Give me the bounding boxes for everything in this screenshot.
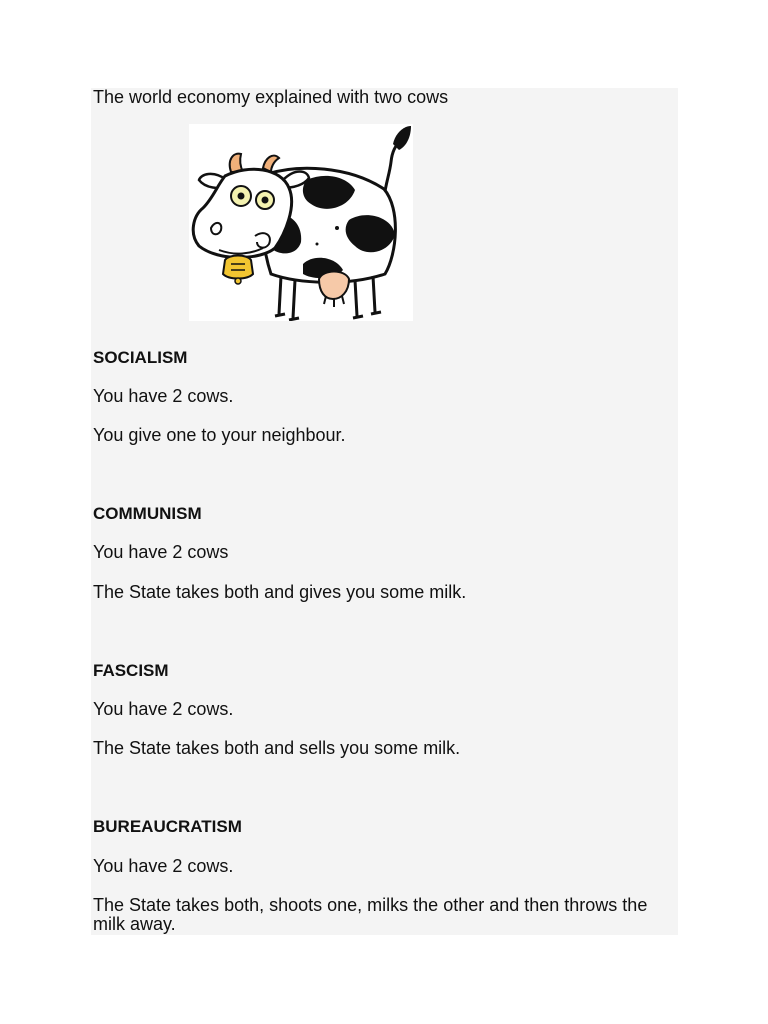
document-title: The world economy explained with two cows <box>93 87 449 107</box>
communism-line-2: The State takes both and gives you some milk. <box>93 582 467 602</box>
heading-communism: COMMUNISM <box>93 504 202 523</box>
communism-line-1: You have 2 cows <box>93 542 229 562</box>
bureaucratism-line-2: The State takes both, shoots one, milks the other and then throws the milk away. <box>93 895 648 934</box>
fascism-line-1: You have 2 cows. <box>93 699 234 719</box>
fascism-line-2: The State takes both and sells you some milk. <box>93 738 461 758</box>
heading-bureaucratism: BUREAUCRATISM <box>93 817 242 836</box>
heading-fascism: FASCISM <box>93 661 169 680</box>
heading-socialism: SOCIALISM <box>93 348 188 367</box>
socialism-line-2: You give one to your neighbour. <box>93 425 346 445</box>
socialism-line-1: You have 2 cows. <box>93 386 234 406</box>
cow-illustration <box>189 124 413 321</box>
cow-icon <box>189 124 413 321</box>
bureaucratism-line-1: You have 2 cows. <box>93 856 234 876</box>
